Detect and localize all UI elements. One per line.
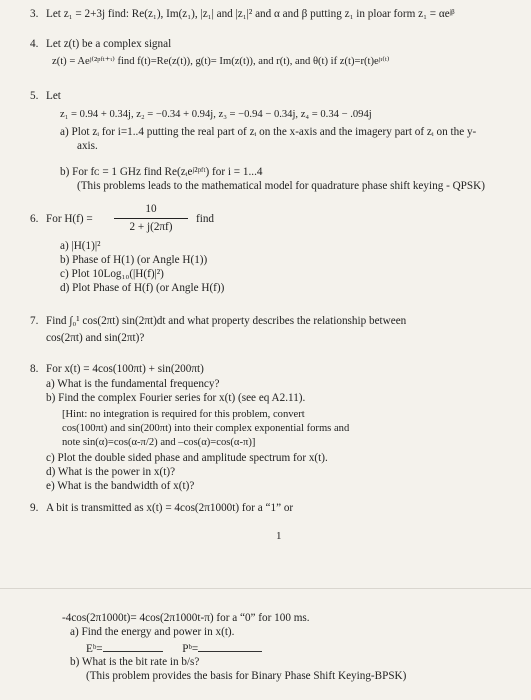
- problem-4-line1: Let z(t) be a complex signal: [46, 38, 172, 50]
- problem-5-part-b-line2: (This problems leads to the mathematical model for quadrature phase shift keying - QPSK): [77, 180, 485, 192]
- power-label: Pᵇ=: [182, 643, 199, 655]
- problem-8-part-c: c) Plot the double sided phase and amplitude spectrum for x(t).: [46, 452, 328, 464]
- problem-8-hint-1: [Hint: no integration is required for this problem, convert: [62, 409, 305, 420]
- problem-8-line1: For x(t) = 4cos(100πt) + sin(200πt): [46, 363, 204, 375]
- problem-9-line1: A bit is transmitted as x(t) = 4cos(2π1000t) for a “1” or: [46, 502, 294, 514]
- problem-9-line2: -4cos(2π1000t)= 4cos(2π1000t-π) for a “0” for 100 ms.: [62, 612, 310, 624]
- problem-9-part-a: a) Find the energy and power in x(t).: [70, 626, 235, 638]
- power-blank: [198, 642, 262, 652]
- problem-6-part-b: b) Phase of H(1) (or Angle H(1)): [60, 254, 208, 266]
- problem-6-number: 6.: [30, 213, 39, 225]
- problem-7-number: 7.: [30, 315, 39, 327]
- problem-7-line2: cos(2πt) and sin(2πt)?: [46, 332, 145, 344]
- problem-3-number: 3.: [30, 8, 39, 20]
- problem-6-part-c: c) Plot 10Log₁₀(|H(f)|²): [60, 268, 164, 280]
- problem-3-text: Let z₁ = 2+3j find: Re(z₁), Im(z₁), |z₁| and |z₁|² and α and β putting z₁ in ploar form z₁ = αeʲᵝ: [46, 8, 455, 20]
- problem-6-fraction-bar: [114, 218, 188, 219]
- problem-6-part-a: a) |H(1)|²: [60, 240, 101, 252]
- problem-8-number: 8.: [30, 363, 39, 375]
- problem-6-denominator: 2 + j(2πf): [129, 221, 173, 233]
- problem-6-numerator: 10: [145, 203, 157, 215]
- problem-9-note: (This problem provides the basis for Binary Phase Shift Keying-BPSK): [86, 670, 407, 682]
- problem-5-part-a-line1: a) Plot zᵢ for i=1..4 putting the real part of zᵢ on the x-axis and the imagery part of zᵢ on the y-: [60, 126, 477, 138]
- problem-6-tail: find: [196, 213, 215, 225]
- problem-9-part-b: b) What is the bit rate in b/s?: [70, 656, 200, 668]
- problem-8-part-a: a) What is the fundamental frequency?: [46, 378, 220, 390]
- problem-6-part-d: d) Plot Phase of H(f) (or Angle H(f)): [60, 282, 225, 294]
- problem-7-line1: Find ∫₀¹ cos(2πt) sin(2πt)dt and what property describes the relationship between: [46, 315, 407, 327]
- energy-blank: [103, 642, 163, 652]
- problem-4-line2: z(t) = Aeʲ⁽²ᵖᶠᵗ⁺ᶥ⁾ find f(t)=Re(z(t)), g(t)= Im(z(t)), and r(t), and θ(t) if z(t)=r(t)eʲᶥ⁽ᵗ⁾: [52, 56, 390, 67]
- problem-5-part-b-line1: b) For fᴄ = 1 GHz find Re(zᵢeʲ²ᵖᶠᵗ) for i = 1...4: [60, 166, 263, 178]
- problem-8-part-b: b) Find the complex Fourier series for x(t) (see eq A2.11).: [46, 392, 306, 404]
- problem-5-line1: Let: [46, 90, 61, 102]
- problem-5-number: 5.: [30, 90, 39, 102]
- energy-label: Eᵇ=: [86, 643, 103, 655]
- problem-8-hint-2: cos(100πt) and sin(200πt) into their complex exponential forms and: [62, 423, 350, 434]
- problem-9-energy-power-blanks: [86, 642, 262, 656]
- problem-8-part-e: e) What is the bandwidth of x(t)?: [46, 480, 195, 492]
- page-break-divider: [0, 588, 531, 589]
- problem-6-lead: For H(f) =: [46, 213, 93, 225]
- problem-9-number: 9.: [30, 502, 39, 514]
- problem-5-part-a-line2: axis.: [77, 140, 98, 152]
- problem-4-number: 4.: [30, 38, 39, 50]
- problem-5-values: z₁ = 0.94 + 0.34j, z₂ = −0.34 + 0.94j, z₃ = −0.94 − 0.34j, z₄ = 0.34 − .094j: [60, 109, 372, 120]
- problem-8-hint-3: note sin(α)=cos(α-π/2) and –cos(α)=cos(α-π)]: [62, 437, 256, 448]
- page-number: 1: [276, 530, 282, 542]
- problem-8-part-d: d) What is the power in x(t)?: [46, 466, 176, 478]
